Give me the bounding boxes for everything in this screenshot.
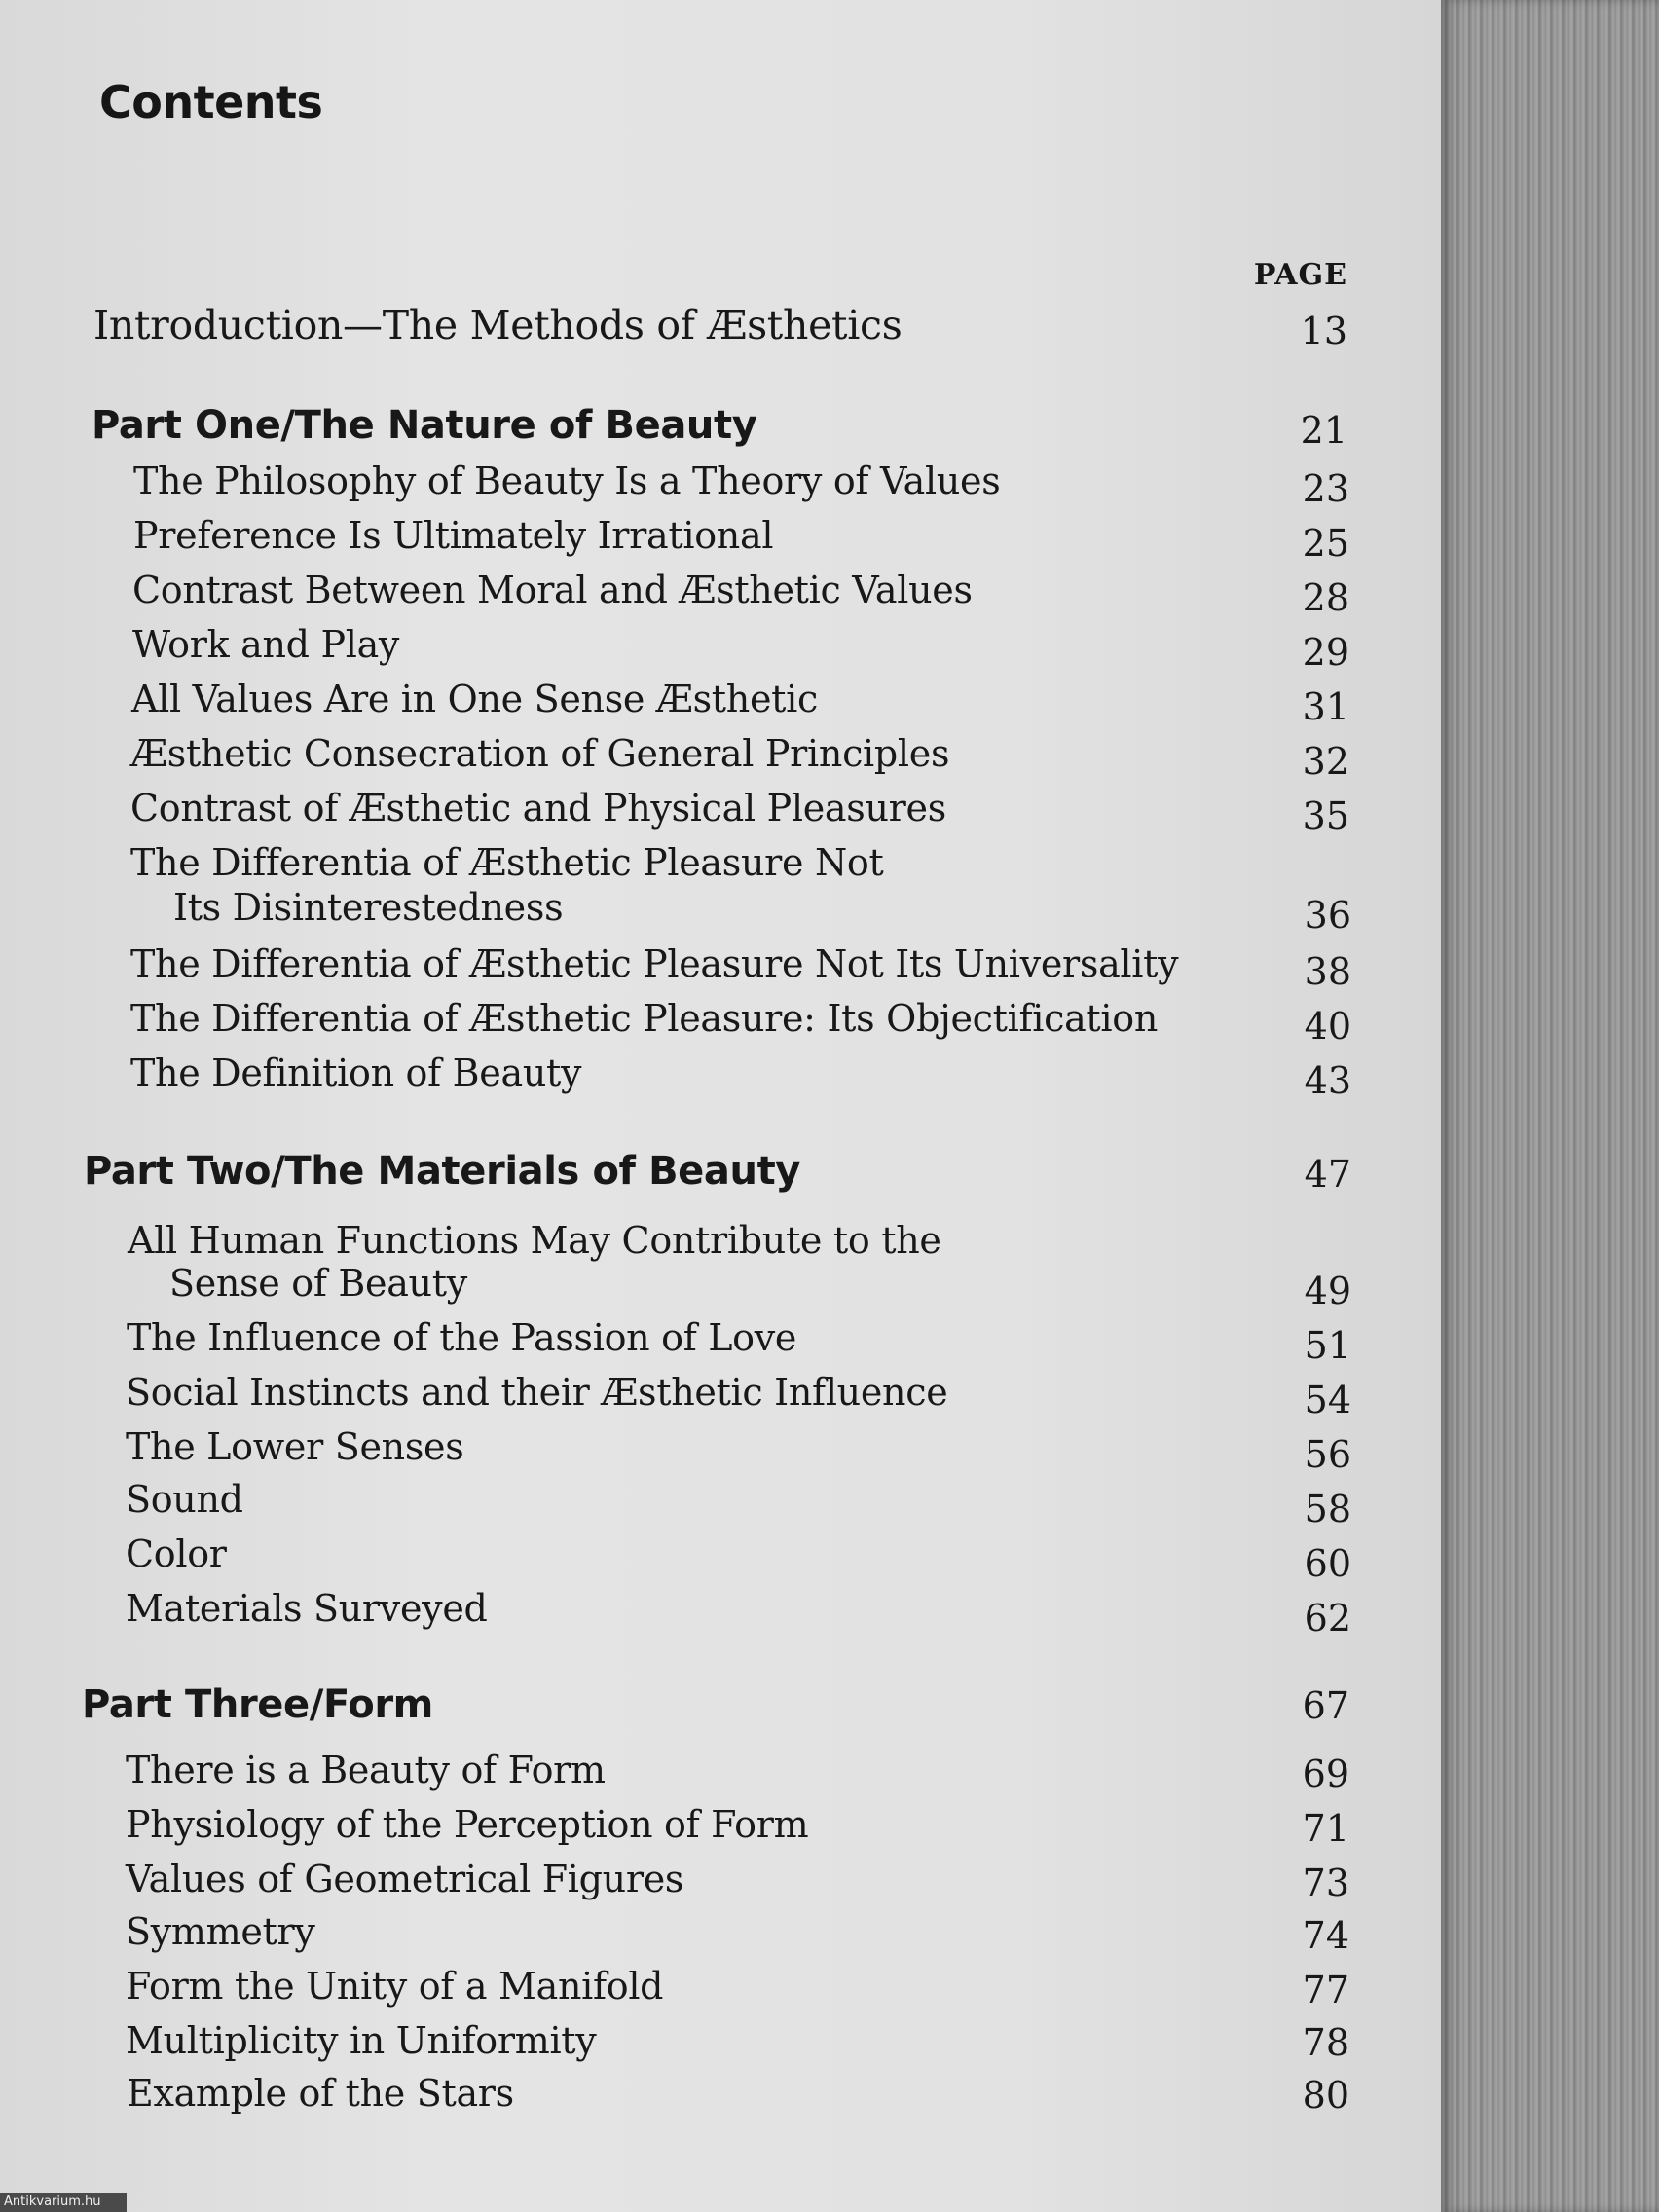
part-two-title: Part Two/The Materials of Beauty xyxy=(84,1149,800,1194)
toc-entry-page: 77 xyxy=(1302,1969,1349,2011)
toc-entry-page: 62 xyxy=(1304,1597,1351,1640)
toc-entry: The Definition of Beauty xyxy=(130,1051,582,1094)
toc-entry: Form the Unity of a Manifold xyxy=(126,1965,664,2008)
toc-entry: All Values Are in One Sense Æsthetic xyxy=(131,678,818,720)
toc-entry: Contrast of Æsthetic and Physical Pleasures xyxy=(130,787,946,830)
toc-entry: The Influence of the Passion of Love xyxy=(127,1316,797,1359)
toc-entry: Work and Play xyxy=(132,623,400,666)
toc-entry-continuation: Its Disinterestedness xyxy=(173,886,564,929)
toc-entry-page: 78 xyxy=(1302,2021,1349,2064)
toc-entry: The Philosophy of Beauty Is a Theory of Values xyxy=(133,460,1001,502)
toc-entry: Example of the Stars xyxy=(127,2072,514,2115)
toc-intro-title: Introduction—The Methods of Æsthetics xyxy=(93,302,903,349)
toc-entry: Æsthetic Consecration of General Principles xyxy=(130,732,950,775)
toc-entry: There is a Beauty of Form xyxy=(126,1749,606,1791)
toc-entry: Physiology of the Perception of Form xyxy=(126,1803,809,1846)
toc-entry: Symmetry xyxy=(126,1910,315,1953)
toc-entry-page: 29 xyxy=(1302,631,1349,674)
part-two-page: 47 xyxy=(1304,1153,1351,1196)
toc-entry-page: 49 xyxy=(1304,1270,1351,1312)
toc-intro-page: 13 xyxy=(1300,310,1347,352)
toc-entry: The Lower Senses xyxy=(126,1425,464,1468)
toc-entry: Sound xyxy=(126,1478,243,1521)
part-three-page: 67 xyxy=(1302,1684,1349,1727)
toc-entry-page: 58 xyxy=(1304,1488,1351,1530)
part-one-page: 21 xyxy=(1300,409,1347,452)
toc-entry: All Human Functions May Contribute to the xyxy=(128,1219,941,1262)
toc-entry-page: 25 xyxy=(1302,522,1349,565)
page-edge-stack xyxy=(1441,0,1659,2212)
toc-entry: The Differentia of Æsthetic Pleasure Not xyxy=(130,841,884,884)
toc-entry: Preference Is Ultimately Irrational xyxy=(133,514,774,557)
toc-entry-page: 80 xyxy=(1302,2074,1349,2117)
part-one-title: Part One/The Nature of Beauty xyxy=(92,403,757,448)
toc-entry-page: 69 xyxy=(1302,1752,1349,1795)
toc-entry: Contrast Between Moral and Æsthetic Values xyxy=(132,569,973,611)
toc-entry-page: 56 xyxy=(1304,1433,1351,1476)
toc-entry-page: 73 xyxy=(1302,1862,1349,1904)
toc-entry-page: 23 xyxy=(1302,467,1349,510)
toc-entry-page: 54 xyxy=(1304,1379,1351,1421)
toc-entry-page: 51 xyxy=(1304,1324,1351,1367)
toc-entry: Materials Surveyed xyxy=(126,1587,488,1630)
page-column-label: PAGE xyxy=(1253,258,1347,292)
toc-entry: Multiplicity in Uniformity xyxy=(126,2019,597,2062)
part-three-title: Part Three/Form xyxy=(82,1682,433,1727)
toc-entry-page: 60 xyxy=(1304,1542,1351,1585)
page-title: Contents xyxy=(99,76,323,129)
toc-entry-page: 31 xyxy=(1302,685,1349,728)
toc-entry-page: 28 xyxy=(1302,576,1349,619)
toc-entry-page: 32 xyxy=(1302,740,1349,783)
toc-entry-page: 36 xyxy=(1304,894,1351,937)
toc-entry: Color xyxy=(126,1532,227,1575)
toc-entry: The Differentia of Æsthetic Pleasure: Its Objectification xyxy=(130,997,1159,1040)
toc-entry-page: 43 xyxy=(1304,1059,1351,1102)
toc-entry-page: 74 xyxy=(1302,1914,1349,1957)
toc-entry: Social Instincts and their Æsthetic Influence xyxy=(126,1371,948,1414)
watermark: Antikvarium.hu xyxy=(0,2193,127,2212)
toc-entry-continuation: Sense of Beauty xyxy=(169,1262,467,1305)
toc-entry: The Differentia of Æsthetic Pleasure Not Its Universality xyxy=(130,942,1179,985)
toc-entry-page: 40 xyxy=(1304,1005,1351,1048)
toc-entry-page: 38 xyxy=(1304,950,1351,993)
toc-entry-page: 71 xyxy=(1302,1807,1349,1850)
toc-entry-page: 35 xyxy=(1302,794,1349,837)
toc-entry: Values of Geometrical Figures xyxy=(126,1858,684,1900)
